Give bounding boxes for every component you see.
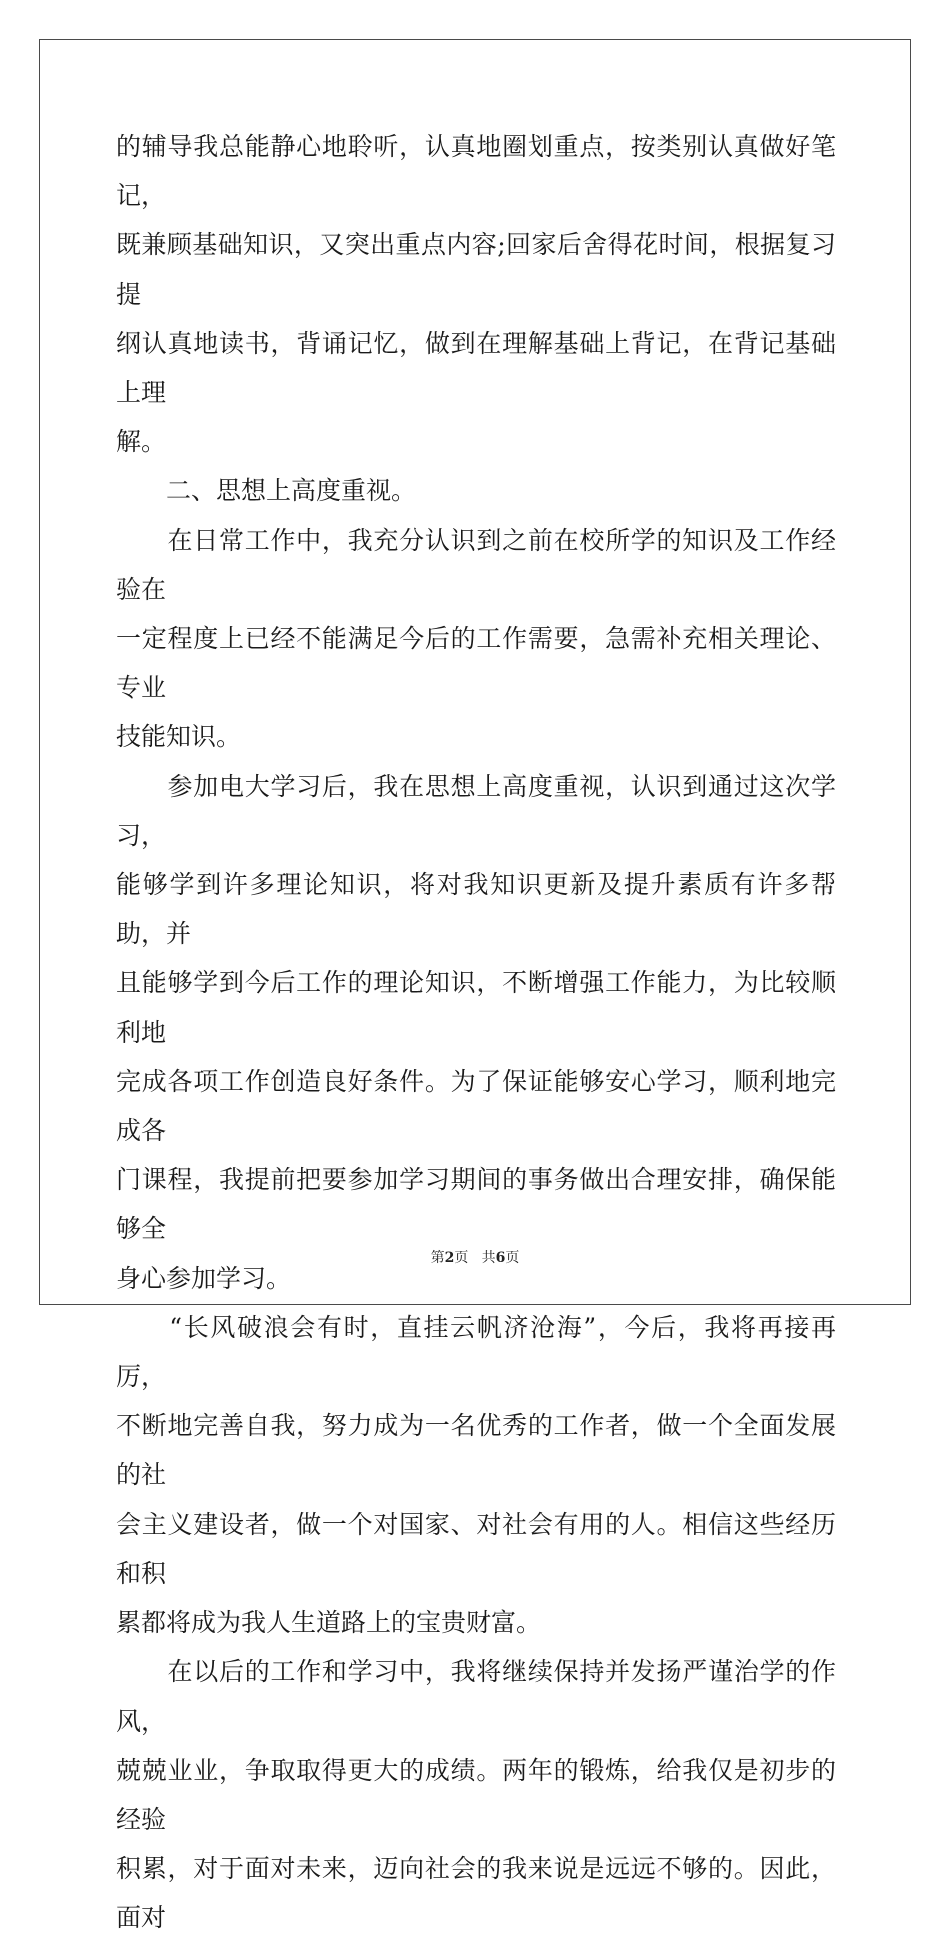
- paragraph: 参加电大学习后，我在思想上高度重视，认识到通过这次学习， 能够学到许多理论知识，将对我知识更新及提升素质有许多帮助，并 且能够学到今后工作的理论知识，不断增强工作能力，为比较顺利地 完成各项工作创造良好条件。为了保证能够安心学习，顺利地完成各 门课程，我提前把要参加学习期间的事务做出合理安排，确保能够全 身心参加学习。: [116, 771, 836, 1293]
- section-heading: 二、思想上高度重视。: [116, 476, 417, 506]
- page-number-prefix: 第: [430, 1250, 445, 1266]
- page-footer: [0, 1247, 950, 1267]
- paragraph: “长风破浪会有时，直挂云帆济沧海”，今后，我将再接再厉， 不断地完善自我，努力成为一名优秀的工作者，做一个全面发展的社 会主义建设者，做一个对国家、对社会有用的人。相信这些经历和积 累都将成为我人生道路上的宝贵财富。: [116, 1312, 836, 1638]
- paragraph: 的辅导我总能静心地聆听，认真地圈划重点，按类别认真做好笔记， 既兼顾基础知识，又突出重点内容;回家后舍得花时间，根据复习提 纲认真地读书，背诵记忆，做到在理解基础上背记，在背记基础上理 解。: [116, 132, 836, 457]
- paragraph: 在以后的工作和学习中，我将继续保持并发扬严谨治学的作风， 兢兢业业，争取取得更大的成绩。两年的锻炼，给我仅是初步的经验 积累，对于面对未来，迈向社会的我来说是远远不够的。因此，面对: [116, 1657, 836, 1933]
- page-number-suffix: 页: [454, 1250, 469, 1266]
- page-number-current: 2: [444, 1250, 455, 1266]
- page-total-suffix: 页: [505, 1250, 520, 1266]
- page-number-total: 6: [495, 1250, 506, 1266]
- page-total-prefix: 共: [481, 1250, 496, 1266]
- document-body: [116, 122, 836, 1943]
- paragraph: 在日常工作中，我充分认识到之前在校所学的知识及工作经验在 一定程度上已经不能满足今后的工作需要，急需补充相关理论、专业 技能知识。: [116, 525, 836, 752]
